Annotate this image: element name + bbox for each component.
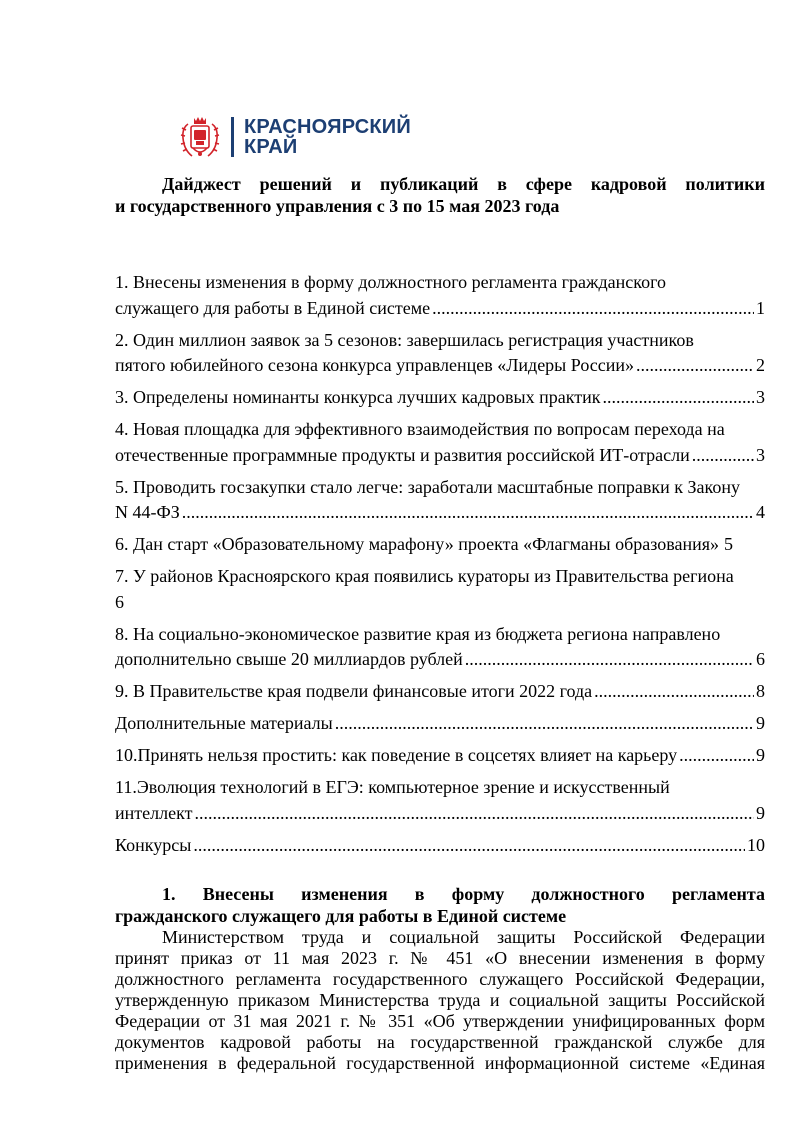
section-1-paragraph [115,927,765,1074]
table-of-contents [115,270,765,865]
toc-page-number: 10 [747,834,765,855]
toc-item[interactable] [115,711,765,737]
section-1 [115,883,765,1074]
logo-divider [231,117,234,157]
toc-item[interactable] [115,679,765,705]
toc-item-text: 6. Дан старт «Образовательному марафону» проекта «Флагманы образования» [115,534,720,554]
toc-item[interactable] [115,475,765,526]
toc-item[interactable] [115,328,765,379]
paragraph-line: принят приказ от 11 мая 2023 г. № 451 «О внесении изменения в форму [115,948,765,968]
toc-item-text: 9. В Правительстве края подвели финансовые итоги 2022 года [115,681,593,701]
toc-leader [194,801,754,827]
toc-page-number: 9 [756,713,765,733]
toc-page-number: 6 [756,649,765,669]
toc-leader [594,679,754,705]
section-1-heading [115,883,765,927]
toc-item-text: Дополнительные материалы [115,713,333,733]
toc-item-text: 2. Один миллион заявок за 5 сезонов: завершилась регистрация участников [115,329,694,350]
toc-item[interactable] [115,564,765,615]
heading-line-1: 1. Внесены изменения в форму должностного регламента [162,884,765,904]
toc-page-number: 4 [756,502,765,522]
header-logo [180,114,411,160]
digest-title [115,173,765,217]
toc-page-number: 6 [115,591,124,612]
toc-item-text: 11.Эволюция технологий в ЕГЭ: компьютерное зрение и искусственный [115,777,670,797]
toc-item-text: 5. Проводить госзакупки стало легче: заработали масштабные поправки к Закону [115,476,741,497]
toc-item[interactable] [115,270,765,321]
toc-item-text: 7. У районов Красноярского края появились кураторы из Правительства региона [115,566,734,586]
toc-item-text: 4. Новая площадка для эффективного взаимодействия по вопросам перехода на [115,419,725,439]
toc-item[interactable] [115,385,765,411]
toc-item-text: N 44-ФЗ [115,502,180,522]
logo-wordmark [244,117,411,157]
toc-leader [335,711,754,737]
toc-item-text: дополнительно свыше 20 миллиардов рублей [115,649,463,669]
toc-item-text: 10.Принять нельзя простить: как поведение в соцсетях влияет на карьеру [115,745,678,765]
paragraph-line: Министерством труда и социальной защиты Российской Федерации [162,927,765,947]
paragraph-line: Федерации от 31 мая 2021 г. № 351 «Об утверждении унифицированных форм [115,1011,765,1031]
toc-item-text: 3. Определены номинанты конкурса лучших кадровых практик [115,387,601,407]
toc-item-text: пятого юбилейного сезона конкурса управленцев «Лидеры России» [115,355,635,375]
toc-item-text: интеллект [115,802,193,823]
toc-leader [432,296,754,322]
paragraph-line: должностного регламента государственного служащего Российской Федерации, [115,969,765,989]
paragraph-line: применения в федеральной государственной информационной системе «Единая [115,1053,765,1073]
title-line-2: и государственного управления с 3 по 15 мая 2023 года [115,196,560,216]
toc-item-text: служащего для работы в Единой системе [115,297,431,318]
toc-item[interactable] [115,775,765,826]
toc-page-number: 9 [756,802,765,823]
toc-page-number: 1 [756,297,765,318]
toc-leader [193,833,745,859]
toc-page-number: 8 [756,681,765,701]
toc-leader [636,353,754,379]
paragraph-line: документов кадровой работы на государственной гражданской службе для [115,1032,765,1052]
toc-item-text: Конкурсы [115,834,192,855]
toc-page-number: 3 [756,387,765,407]
title-line-1: Дайджест решений и публикаций в сфере кадровой политики [162,174,765,194]
toc-page-number: 3 [756,444,765,465]
toc-item[interactable] [115,743,765,769]
heading-line-2: гражданского служащего для работы в Единой системе [115,906,567,926]
toc-item[interactable] [115,417,765,468]
toc-item[interactable] [115,622,765,673]
toc-item-text: отечественные программные продукты и развития российской ИТ-отрасли [115,444,690,465]
toc-item-text: 1. Внесены изменения в форму должностного регламента гражданского [115,272,667,292]
coat-of-arms-icon [180,114,220,160]
logo-line-2: КРАЙ [244,136,298,158]
toc-leader [182,500,754,526]
logo-line-1: КРАСНОЯРСКИЙ [244,116,411,138]
toc-leader [692,443,754,469]
toc-page-number: 2 [756,355,765,375]
toc-item[interactable] [115,833,765,859]
toc-page-number: 9 [756,745,765,765]
toc-leader [679,743,754,769]
toc-page-number: 5 [724,534,734,554]
toc-leader [603,385,754,411]
toc-leader [465,647,754,673]
toc-item[interactable] [115,532,765,558]
paragraph-line: утвержденную приказом Министерства труда и социальной защиты Российской [115,990,765,1010]
toc-item-text: 8. На социально-экономическое развитие края из бюджета региона направлено [115,623,721,644]
